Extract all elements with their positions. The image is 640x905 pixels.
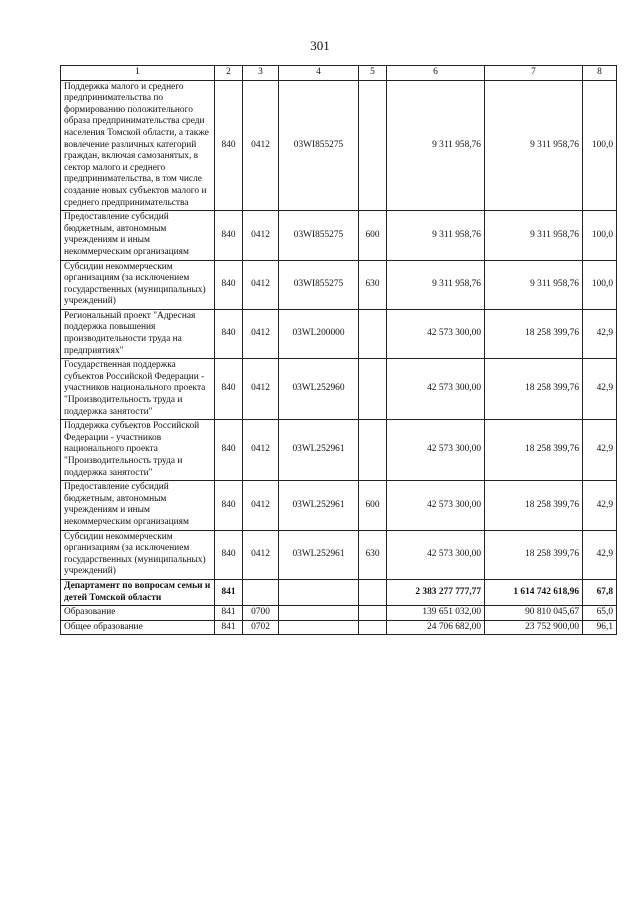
- section-code-cell: 0702: [243, 620, 279, 635]
- table-row: [61, 80, 617, 211]
- percent-cell: 42,9: [583, 530, 617, 579]
- expense-type-cell: [359, 309, 387, 358]
- row-name-cell: Поддержка малого и среднего предпринимательства по формированию положительного образа предпринимательства среди населения Томской области, а также вовлечение различных категорий граждан, включая самозанятых, в сектор малого и среднего предпринимательства, в том числе создание новых субъектов малого и среднего предпринимательства: [61, 80, 215, 211]
- target-article-cell: 03WI855275: [279, 260, 359, 309]
- expense-type-cell: 630: [359, 530, 387, 579]
- row-name-cell: Департамент по вопросам семьи и детей Томской области: [61, 579, 215, 605]
- planned-amount-cell: 42 573 300,00: [387, 530, 485, 579]
- executed-amount-cell: 18 258 399,76: [485, 359, 583, 420]
- section-code-cell: 0700: [243, 606, 279, 621]
- table-row: [61, 260, 617, 309]
- header-cell: 7: [485, 66, 583, 81]
- percent-cell: 42,9: [583, 359, 617, 420]
- section-code-cell: 0412: [243, 359, 279, 420]
- header-row: [61, 66, 617, 81]
- planned-amount-cell: 9 311 958,76: [387, 260, 485, 309]
- row-name-cell: Государственная поддержка субъектов Российской Федерации - участников национального проекта "Производительность труда и поддержка занятости": [61, 359, 215, 420]
- percent-cell: 42,9: [583, 420, 617, 481]
- header-cell: 1: [61, 66, 215, 81]
- section-code-cell: 0412: [243, 420, 279, 481]
- row-name-cell: Предоставление субсидий бюджетным, автономным учреждениям и иным некоммерческим организациям: [61, 211, 215, 260]
- percent-cell: 96,1: [583, 620, 617, 635]
- target-article-cell: 03WL252961: [279, 481, 359, 530]
- expense-type-cell: 630: [359, 260, 387, 309]
- planned-amount-cell: 42 573 300,00: [387, 309, 485, 358]
- header-cell: 6: [387, 66, 485, 81]
- table-row: [61, 359, 617, 420]
- header-cell: 5: [359, 66, 387, 81]
- section-code-cell: 0412: [243, 481, 279, 530]
- row-name-cell: Общее образование: [61, 620, 215, 635]
- expense-type-cell: [359, 420, 387, 481]
- table-row: [61, 530, 617, 579]
- executed-amount-cell: 9 311 958,76: [485, 211, 583, 260]
- target-article-cell: 03WL252960: [279, 359, 359, 420]
- executed-amount-cell: 18 258 399,76: [485, 309, 583, 358]
- executed-amount-cell: 90 810 045,67: [485, 606, 583, 621]
- ministry-code-cell: 840: [215, 80, 243, 211]
- table-row: [61, 579, 617, 605]
- page-number: 301: [310, 38, 330, 53]
- ministry-code-cell: 840: [215, 481, 243, 530]
- row-name-cell: Субсидии некоммерческим организациям (за исключением государственных (муниципальных) учреждений): [61, 260, 215, 309]
- table-body: [61, 80, 617, 635]
- planned-amount-cell: 2 383 277 777,77: [387, 579, 485, 605]
- header-cell: 3: [243, 66, 279, 81]
- table-row: [61, 211, 617, 260]
- header-cell: 2: [215, 66, 243, 81]
- planned-amount-cell: 42 573 300,00: [387, 359, 485, 420]
- percent-cell: 42,9: [583, 309, 617, 358]
- executed-amount-cell: 1 614 742 618,96: [485, 579, 583, 605]
- executed-amount-cell: 18 258 399,76: [485, 481, 583, 530]
- section-code-cell: 0412: [243, 530, 279, 579]
- executed-amount-cell: 18 258 399,76: [485, 420, 583, 481]
- target-article-cell: 03WL252961: [279, 530, 359, 579]
- target-article-cell: 03WL200000: [279, 309, 359, 358]
- header-cell: 4: [279, 66, 359, 81]
- expense-type-cell: [359, 80, 387, 211]
- planned-amount-cell: 24 706 682,00: [387, 620, 485, 635]
- section-code-cell: 0412: [243, 260, 279, 309]
- ministry-code-cell: 841: [215, 579, 243, 605]
- ministry-code-cell: 840: [215, 211, 243, 260]
- planned-amount-cell: 42 573 300,00: [387, 481, 485, 530]
- section-code-cell: 0412: [243, 80, 279, 211]
- header-cell: 8: [583, 66, 617, 81]
- table-row: [61, 420, 617, 481]
- ministry-code-cell: 840: [215, 309, 243, 358]
- expense-type-cell: [359, 620, 387, 635]
- ministry-code-cell: 841: [215, 620, 243, 635]
- planned-amount-cell: 42 573 300,00: [387, 420, 485, 481]
- percent-cell: 67,8: [583, 579, 617, 605]
- target-article-cell: [279, 579, 359, 605]
- executed-amount-cell: 9 311 958,76: [485, 80, 583, 211]
- target-article-cell: 03WI855275: [279, 211, 359, 260]
- row-name-cell: Региональный проект "Адресная поддержка повышения производительности труда на предприятиях": [61, 309, 215, 358]
- section-code-cell: [243, 579, 279, 605]
- ministry-code-cell: 840: [215, 359, 243, 420]
- expense-type-cell: 600: [359, 211, 387, 260]
- target-article-cell: [279, 620, 359, 635]
- expense-type-cell: [359, 606, 387, 621]
- ministry-code-cell: 840: [215, 530, 243, 579]
- table-row: [61, 606, 617, 621]
- executed-amount-cell: 18 258 399,76: [485, 530, 583, 579]
- ministry-code-cell: 841: [215, 606, 243, 621]
- percent-cell: 100,0: [583, 211, 617, 260]
- ministry-code-cell: 840: [215, 260, 243, 309]
- row-name-cell: Предоставление субсидий бюджетным, автономным учреждениям и иным некоммерческим организациям: [61, 481, 215, 530]
- expense-type-cell: 600: [359, 481, 387, 530]
- planned-amount-cell: 9 311 958,76: [387, 80, 485, 211]
- target-article-cell: [279, 606, 359, 621]
- table-row: [61, 620, 617, 635]
- target-article-cell: 03WL252961: [279, 420, 359, 481]
- table-row: [61, 309, 617, 358]
- target-article-cell: 03WI855275: [279, 80, 359, 211]
- section-code-cell: 0412: [243, 309, 279, 358]
- planned-amount-cell: 139 651 032,00: [387, 606, 485, 621]
- expense-type-cell: [359, 579, 387, 605]
- budget-table: [60, 65, 617, 635]
- percent-cell: 100,0: [583, 260, 617, 309]
- percent-cell: 42,9: [583, 481, 617, 530]
- percent-cell: 100,0: [583, 80, 617, 211]
- row-name-cell: Поддержка субъектов Российской Федерации - участников национального проекта "Производительность труда и поддержка занятости": [61, 420, 215, 481]
- row-name-cell: Образование: [61, 606, 215, 621]
- table-row: [61, 481, 617, 530]
- executed-amount-cell: 9 311 958,76: [485, 260, 583, 309]
- executed-amount-cell: 23 752 900,00: [485, 620, 583, 635]
- expense-type-cell: [359, 359, 387, 420]
- percent-cell: 65,0: [583, 606, 617, 621]
- ministry-code-cell: 840: [215, 420, 243, 481]
- planned-amount-cell: 9 311 958,76: [387, 211, 485, 260]
- row-name-cell: Субсидии некоммерческим организациям (за исключением государственных (муниципальных) учреждений): [61, 530, 215, 579]
- section-code-cell: 0412: [243, 211, 279, 260]
